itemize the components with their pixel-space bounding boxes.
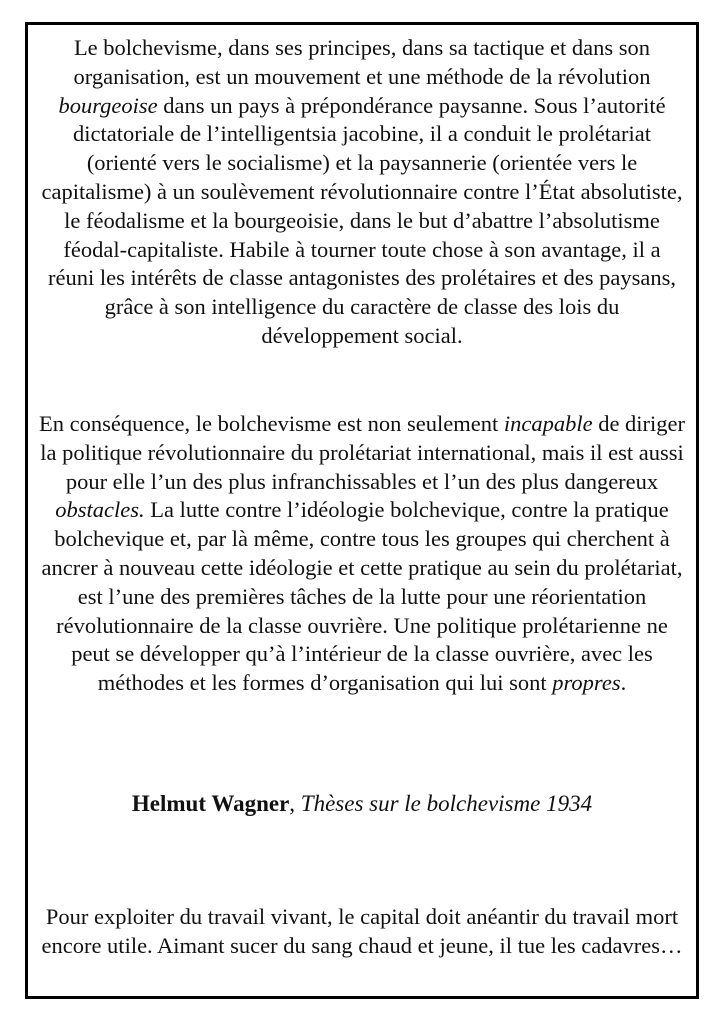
- text-content: [38, 25, 686, 996]
- p2-emphasis-3: propres: [552, 670, 621, 696]
- p2-text-d: .: [620, 670, 627, 696]
- paragraph-1: [38, 34, 686, 351]
- closing-quote: [38, 903, 686, 961]
- p2-text-b: de diriger la politique révolutionnaire du prolétariat international, mais il est aussi pour elle l’un des plus infranchissables et l’un des plus dangereux: [40, 411, 686, 494]
- p1-text-b: dans un pays à prépondérance paysanne. Sous l’autorité dictatoriale de l’intelligentsia jacobine, il a conduit le prolétariat (orienté vers le socialisme) et la paysannerie (orientée vers le capitalisme) à un soulèvement révolutionnaire contre l’État absolutiste, le féodalisme et la bourgeoisie, dans le but d’abattre l’absolutisme féodal-capitaliste. Habile à tourner toute chose à son avantage, il a réuni les intérêts de classe antagonistes des prolétaires et des paysans, grâce à son intelligence du caractère de classe des lois du développement social.: [41, 92, 683, 348]
- page-border: [25, 22, 699, 999]
- p2-emphasis-2: obstacles.: [55, 497, 145, 523]
- p1-text-a: Le bolchevisme, dans ses principes, dans sa tactique et dans son organisation, est un mouvement et une méthode de la révolution: [73, 35, 651, 89]
- attribution: [38, 790, 686, 819]
- p1-emphasis: bourgeoise: [58, 92, 158, 118]
- attribution-work: Thèses sur le bolchevisme 1934: [300, 791, 593, 816]
- paragraph-2: [38, 410, 686, 698]
- attribution-author: Helmut Wagner: [131, 791, 290, 816]
- p2-text-a: En conséquence, le bolchevisme est non seulement: [38, 411, 504, 436]
- p2-text-c: La lutte contre l’idéologie bolchevique, contre la pratique bolchevique et, par là même, contre tous les groupes qui cherchent à ancrer à nouveau cette idéologie et cette pratique au sein du prolétariat, est l’une des premières tâches de la lutte pour une réorientation révolutionnaire de la classe ouvrière. Une politique prolétarienne ne peut se développer qu’à l’intérieur de la classe ouvrière, avec les méthodes et les formes d’organisation qui lui sont: [41, 497, 683, 696]
- closing-quote-text: Pour exploiter du travail vivant, le capital doit anéantir du travail mort encore utile. Aimant sucer du sang chaud et jeune, il tue les cadavres…: [41, 904, 683, 958]
- attribution-separator: ,: [289, 791, 301, 816]
- p2-emphasis-1: incapable: [503, 411, 593, 436]
